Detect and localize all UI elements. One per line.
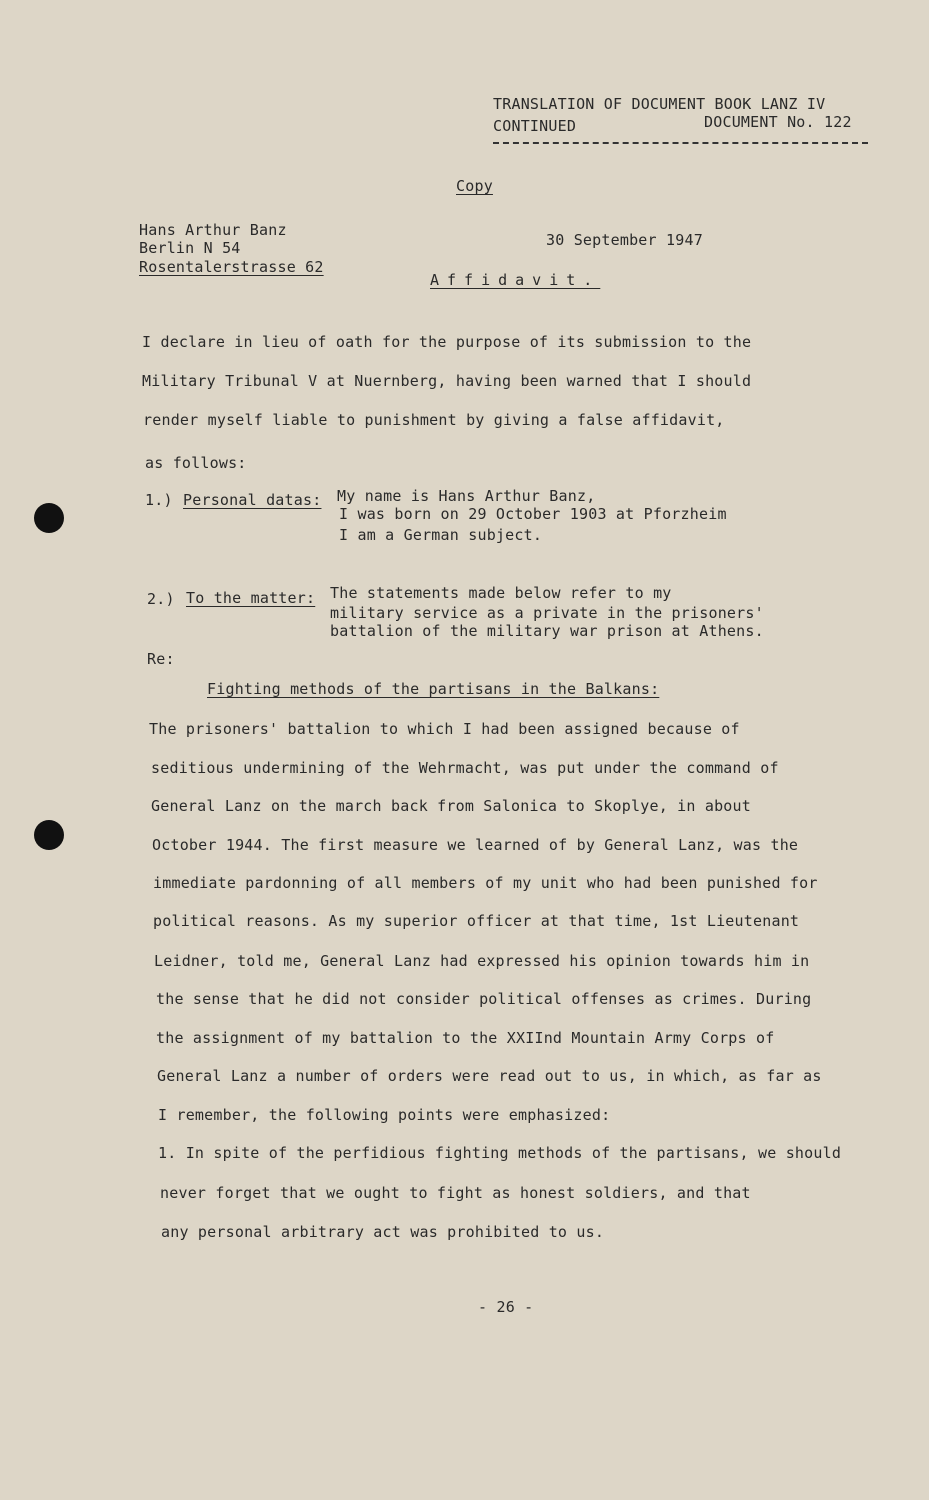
header-continued: CONTINUED [493,117,577,135]
item1-line: I was born on 29 October 1903 at Pforzheim [339,505,727,523]
body-line: political reasons. As my superior officer at that time, 1st Lieutenant [153,912,800,930]
punch-hole [34,503,64,533]
body-line: immediate pardonning of all members of my unit who had been punished for [153,874,818,892]
body-line: General Lanz a number of orders were read out to us, in which, as far as [157,1067,822,1085]
item2-line: military service as a private in the prisoners' [330,604,764,622]
body-line: I remember, the following points were emphasized: [158,1106,611,1124]
body-line: 1. In spite of the perfidious fighting methods of the partisans, we should [158,1144,842,1162]
item2-label: To the matter: [186,589,316,607]
body-line: The prisoners' battalion to which I had been assigned because of [149,720,740,738]
copy-label: Copy [456,177,493,195]
body-line: October 1944. The first measure we learned of by General Lanz, was the [152,836,799,854]
document-date: 30 September 1947 [546,231,703,249]
header-divider [493,142,868,144]
body-line: seditious undermining of the Wehrmacht, was put under the command of [151,759,779,777]
header-title: TRANSLATION OF DOCUMENT BOOK LANZ IV [493,95,826,113]
sender-name: Hans Arthur Banz [139,221,287,239]
body-line: the assignment of my battalion to the XXIInd Mountain Army Corps of [156,1029,775,1047]
intro-line: render myself liable to punishment by giving a false affidavit, [143,411,725,429]
body-line: General Lanz on the march back from Salonica to Skoplye, in about [151,797,751,815]
item1-line: I am a German subject. [339,526,543,544]
document-title: Affidavit. [430,271,601,289]
body-line: Leidner, told me, General Lanz had expressed his opinion towards him in [154,952,810,970]
item1-label: Personal datas: [183,491,322,509]
item2-number: 2.) [147,590,175,608]
sender-street: Rosentalerstrasse 62 [139,258,324,276]
item2-line: battalion of the military war prison at Athens. [330,622,764,640]
document-number: DOCUMENT No. 122 [704,113,852,131]
body-line: any personal arbitrary act was prohibited to us. [161,1223,605,1241]
page-number: - 26 - [478,1298,534,1316]
punch-hole [34,820,64,850]
intro-line: I declare in lieu of oath for the purpose of its submission to the [142,333,752,351]
sender-city: Berlin N 54 [139,239,241,257]
re-label: Re: [147,650,175,668]
intro-line: as follows: [145,454,247,472]
body-line: the sense that he did not consider political offenses as crimes. During [156,990,812,1008]
item1-line: My name is Hans Arthur Banz, [337,487,596,505]
intro-line: Military Tribunal V at Nuernberg, having been warned that I should [142,372,752,390]
body-line: never forget that we ought to fight as honest soldiers, and that [160,1184,751,1202]
item1-number: 1.) [145,491,173,509]
item2-line: The statements made below refer to my [330,584,672,602]
subject-heading: Fighting methods of the partisans in the Balkans: [207,680,660,698]
